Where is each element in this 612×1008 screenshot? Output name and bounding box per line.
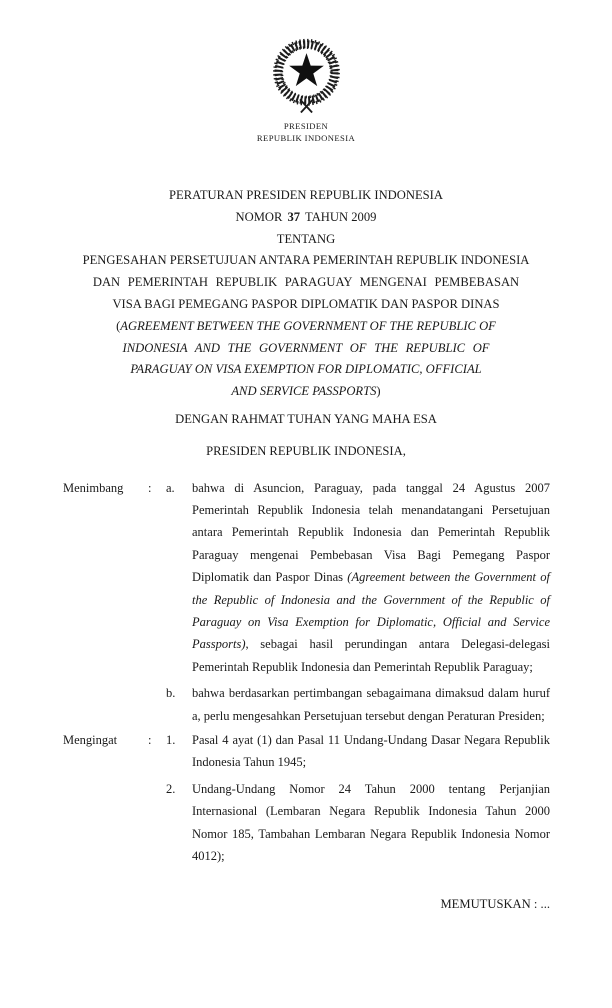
regulation-title: PERATURAN PRESIDEN REPUBLIK INDONESIA (169, 188, 443, 202)
mengingat-item-1-text: Pasal 4 ayat (1) dan Pasal 11 Undang-Undang Dasar Negara Republik Indonesia Tahun 1945; (192, 733, 550, 770)
item-marker-a: a. (166, 480, 175, 495)
mengingat-label: Mengingat (63, 733, 118, 748)
item-marker-2: 2. (166, 781, 176, 796)
black-star-icon (289, 53, 324, 86)
regulation-number-line (0, 207, 612, 229)
item-marker-1: 1. (166, 733, 176, 748)
tahun-label: TAHUN 2009 (305, 209, 377, 224)
menimbang-clause (63, 477, 550, 727)
institution-name (0, 121, 612, 144)
authority-line: PRESIDEN REPUBLIK INDONESIA, (206, 443, 406, 458)
nomor-label: NOMOR (235, 209, 283, 224)
mengingat-item-1 (166, 729, 550, 774)
menimbang-item-a-text: bahwa di Asuncion, Paraguay, pada tanggal 24 Agustus 2007 Pemerintah Republik Indonesia telah menandatangani Persetujuan antara Pemerintah Republik Indonesia dan Pemerintah Republik Paraguay mengenai Pembebasan Visa Bagi Pemegang Paspor Diplomatik dan Paspor Dinas (Agreement between the Government of the Republic of Indonesia and the Government of the Republic of Paraguay on Visa Exemption for Diplomatic, Official and Service Passports), sebagai hasil perundingan antara Delegasi-delegasi Pemerintah Republik Indonesia dan Pemerintah Republik Paraguay; (192, 480, 550, 674)
subject-line-1: PENGESAHAN PERSETUJUAN ANTARA PEMERINTAH REPUBLIK INDONESIA (82, 253, 530, 268)
menimbang-colon: : (148, 480, 152, 495)
nomor-value: 37 (287, 209, 301, 224)
english-title-line-1: (AGREEMENT BETWEEN THE GOVERNMENT OF THE REPUBLIC OF (116, 318, 496, 333)
english-agreement-title-inline: (Agreement between the Government of the Republic of Indonesia and the Government of the Republic of Paraguay on Visa Exemption for Diplomatic, Official and Service Passports) (192, 570, 550, 652)
english-title-line-2: INDONESIA AND THE GOVERNMENT OF THE REPUBLIC OF (122, 340, 490, 355)
open-paren: ( (116, 318, 121, 333)
subject-line-3: VISA BAGI PEMEGANG PASPOR DIPLOMATIK DAN PASPOR DINAS (112, 296, 500, 311)
menimbang-item-b (166, 682, 550, 727)
subject-line-2: DAN PEMERINTAH REPUBLIK PARAGUAY MENGENAI PEMBEBASAN (92, 275, 520, 290)
regulation-title-block (0, 185, 612, 463)
memutuskan-continuation-line: MEMUTUSKAN : ... (440, 897, 550, 912)
institution-line-presiden: PRESIDEN (283, 121, 329, 131)
mengingat-colon: : (148, 733, 152, 748)
tentang-label: TENTANG (276, 231, 336, 246)
english-title-line-4: AND SERVICE PASSPORTS) (231, 384, 381, 399)
letterhead (0, 0, 612, 144)
close-paren: ) (376, 384, 381, 399)
menimbang-items (166, 477, 550, 727)
english-title-line-3: PARAGUAY ON VISA EXEMPTION FOR DIPLOMATIC, OFFICIAL (130, 362, 482, 377)
regulation-body (63, 477, 550, 868)
presidential-star-wreath-emblem-icon (259, 33, 354, 119)
invocation-line: DENGAN RAHMAT TUHAN YANG MAHA ESA (175, 411, 437, 426)
menimbang-item-a (166, 477, 550, 679)
mengingat-items (166, 729, 550, 867)
mengingat-clause (63, 729, 550, 867)
institution-line-republik-indonesia: REPUBLIK INDONESIA (256, 132, 356, 143)
menimbang-label: Menimbang (63, 480, 124, 495)
item-marker-b: b. (166, 686, 176, 701)
mengingat-item-2-text: Undang-Undang Nomor 24 Tahun 2000 tentang Perjanjian Internasional (Lembaran Negara Republik Indonesia Tahun 2000 Nomor 185, Tambahan Lembaran Negara Republik Indonesia Nomor 4012); (192, 781, 550, 864)
menimbang-item-b-text: bahwa berdasarkan pertimbangan sebagaimana dimaksud dalam huruf a, perlu mengesahkan Persetujuan tersebut dengan Peraturan Presiden; (192, 686, 550, 723)
mengingat-item-2 (166, 778, 550, 868)
wreath-stem-knot-icon (299, 99, 312, 112)
